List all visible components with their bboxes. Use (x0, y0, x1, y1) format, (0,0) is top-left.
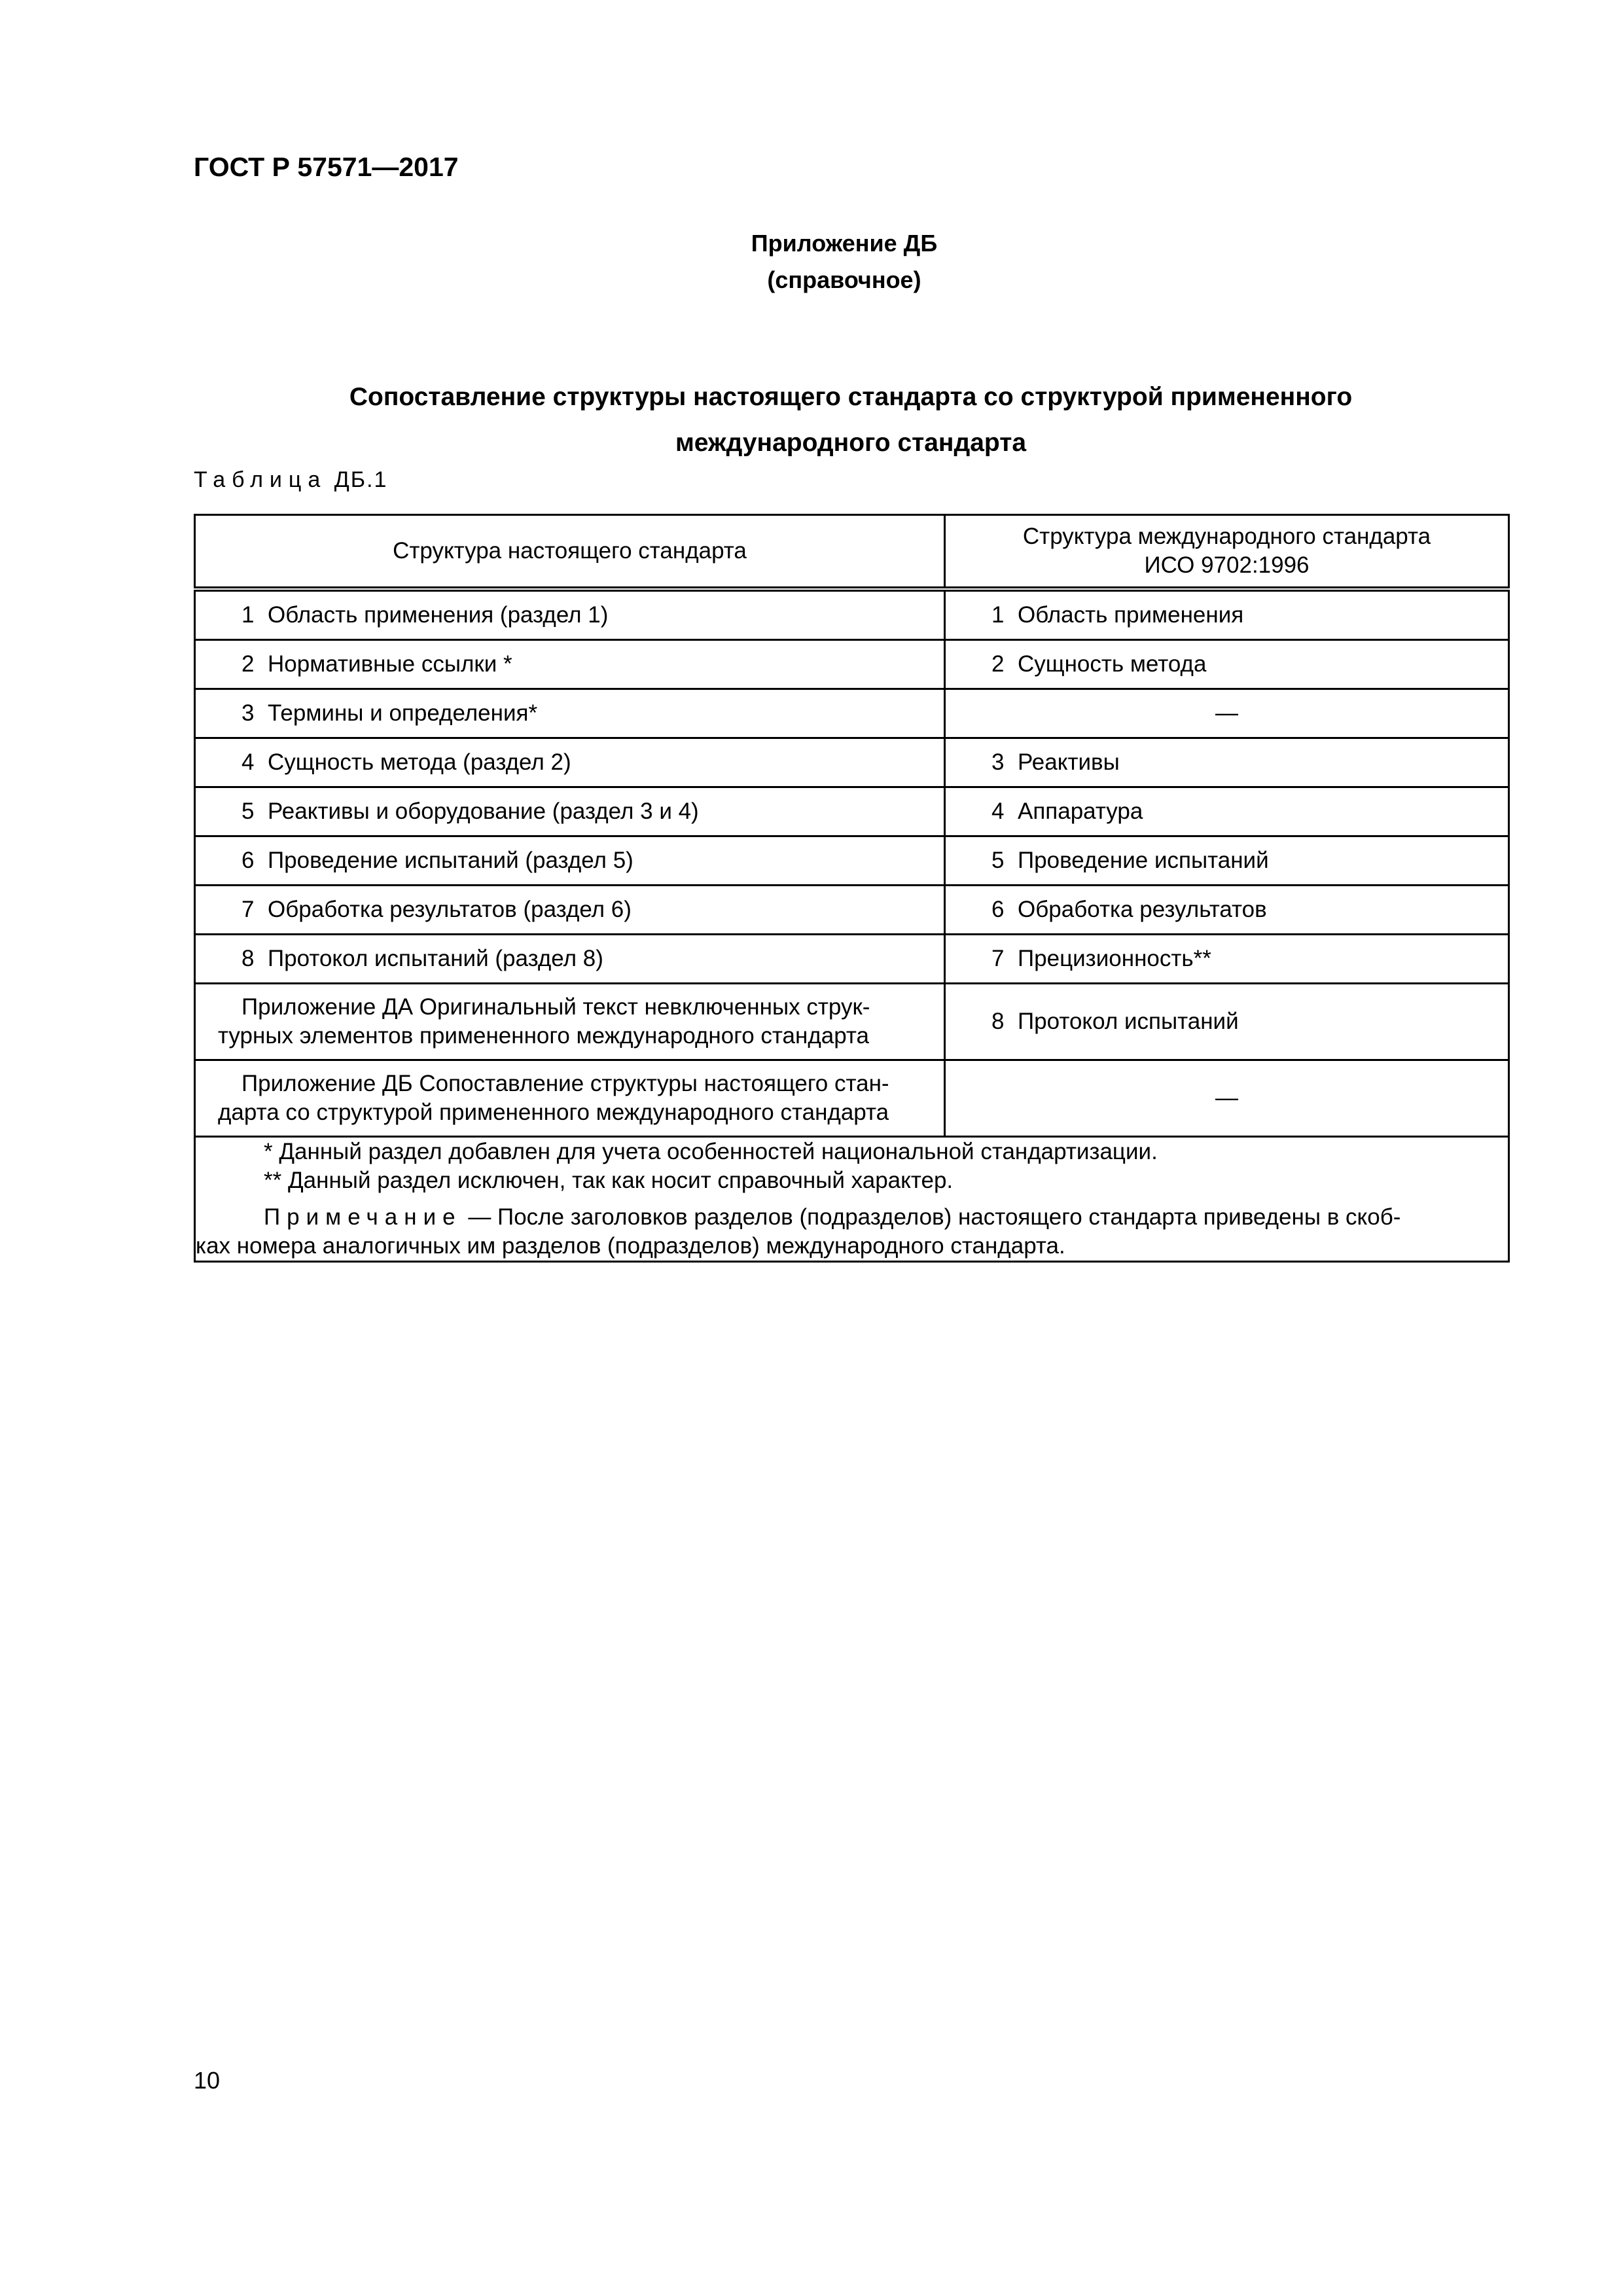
table-row-appendix-da (195, 984, 1509, 1060)
international-text: Протокол испытаний (1018, 1009, 1239, 1034)
national-text-line-2: турных элементов примененного международного стандарта (218, 1023, 870, 1049)
international-text: Проведение испытаний (1018, 848, 1269, 873)
national-cell (195, 640, 945, 689)
table-notes-cell (195, 1137, 1509, 1262)
international-number: 6 (991, 897, 1005, 922)
international-cell (945, 640, 1509, 689)
table-notes-row (195, 1137, 1509, 1262)
international-text: Сущность метода (1018, 651, 1207, 677)
national-text-line-1: Приложение ДА Оригинальный текст невключенных струк- (241, 994, 870, 1020)
table-row (195, 640, 1509, 689)
international-number: 2 (991, 651, 1005, 677)
col-header-international-line-1: Структура международного стандарта (1022, 524, 1431, 549)
appendix-type: (справочное) (767, 266, 921, 293)
national-cell (195, 886, 945, 935)
national-text: Проведение испытаний (раздел 5) (268, 848, 633, 873)
international-cell (945, 935, 1509, 984)
col-header-international-line-2: ИСО 9702:1996 (1144, 552, 1310, 578)
structure-comparison-table (194, 514, 1510, 1263)
table-row (195, 689, 1509, 738)
document-code: ГОСТ Р 57571—2017 (194, 152, 459, 182)
international-cell (945, 836, 1509, 886)
national-number: 2 (241, 651, 255, 677)
national-text: Протокол испытаний (раздел 8) (268, 946, 603, 971)
national-number: 6 (241, 848, 255, 873)
note-text-line-1: — После заголовков разделов (подразделов) настоящего стандарта приведены в скоб- (468, 1204, 1401, 1230)
national-number: 7 (241, 897, 255, 922)
footnote-2: ** Данный раздел исключен, так как носит справочный характер. (264, 1168, 954, 1193)
appendix-heading (0, 225, 1623, 298)
international-text: Реактивы (1018, 749, 1120, 775)
note-text-line-2: ках номера аналогичных им разделов (подразделов) международного стандарта. (196, 1233, 1065, 1259)
footnote-1: * Данный раздел добавлен для учета особенностей национальной стандартизации. (264, 1139, 1158, 1164)
national-text: Нормативные ссылки * (268, 651, 512, 677)
table-header-row (195, 515, 1509, 590)
international-number: 7 (991, 946, 1005, 971)
national-text: Область применения (раздел 1) (268, 602, 609, 628)
table-row (195, 836, 1509, 886)
national-number: 8 (241, 946, 255, 971)
page-number: 10 (194, 2067, 221, 2094)
national-cell (195, 1060, 945, 1137)
table-row (195, 738, 1509, 787)
appendix-name: Приложение ДБ (751, 230, 938, 257)
national-cell (195, 589, 945, 640)
international-text: Прецизионность** (1018, 946, 1211, 971)
national-text: Реактивы и оборудование (раздел 3 и 4) (268, 798, 699, 824)
national-text: Сущность метода (раздел 2) (268, 749, 571, 775)
international-cell-empty: — (945, 1060, 1509, 1137)
international-number: 5 (991, 848, 1005, 873)
international-text: Обработка результатов (1018, 897, 1267, 922)
section-title (196, 374, 1505, 466)
section-title-line-2: международного стандарта (675, 429, 1027, 457)
section-title-line-1: Сопоставление структуры настоящего стандарта со структурой примененного (349, 383, 1353, 411)
col-header-national: Структура настоящего стандарта (195, 515, 945, 590)
national-cell (195, 738, 945, 787)
national-number: 5 (241, 798, 255, 824)
international-cell (945, 984, 1509, 1060)
national-cell (195, 935, 945, 984)
table-row-appendix-db (195, 1060, 1509, 1137)
table-row (195, 787, 1509, 836)
table-row (195, 589, 1509, 640)
international-number: 3 (991, 749, 1005, 775)
table-note (196, 1203, 1508, 1232)
international-number: 1 (991, 602, 1005, 628)
national-text-line-2: дарта со структурой примененного международного стандарта (218, 1100, 889, 1125)
national-number: 4 (241, 749, 255, 775)
international-cell (945, 738, 1509, 787)
national-number: 3 (241, 700, 255, 726)
table-label (194, 467, 387, 493)
national-cell (195, 787, 945, 836)
table-label-prefix: Таблица (194, 467, 327, 492)
international-number: 4 (991, 798, 1005, 824)
international-cell (945, 589, 1509, 640)
national-text: Обработка результатов (раздел 6) (268, 897, 632, 922)
table-label-number: ДБ.1 (334, 467, 388, 492)
table-row (195, 935, 1509, 984)
international-text: Аппаратура (1018, 798, 1143, 824)
international-cell (945, 886, 1509, 935)
international-number: 8 (991, 1009, 1005, 1034)
note-label: Примечание (264, 1204, 462, 1230)
national-cell (195, 984, 945, 1060)
international-cell-empty: — (945, 689, 1509, 738)
national-cell (195, 689, 945, 738)
international-text: Область применения (1018, 602, 1244, 628)
national-cell (195, 836, 945, 886)
international-cell (945, 787, 1509, 836)
national-number: 1 (241, 602, 255, 628)
national-text: Термины и определения* (268, 700, 538, 726)
table-row (195, 886, 1509, 935)
col-header-international (945, 515, 1509, 590)
national-text-line-1: Приложение ДБ Сопоставление структуры настоящего стан- (241, 1071, 889, 1096)
